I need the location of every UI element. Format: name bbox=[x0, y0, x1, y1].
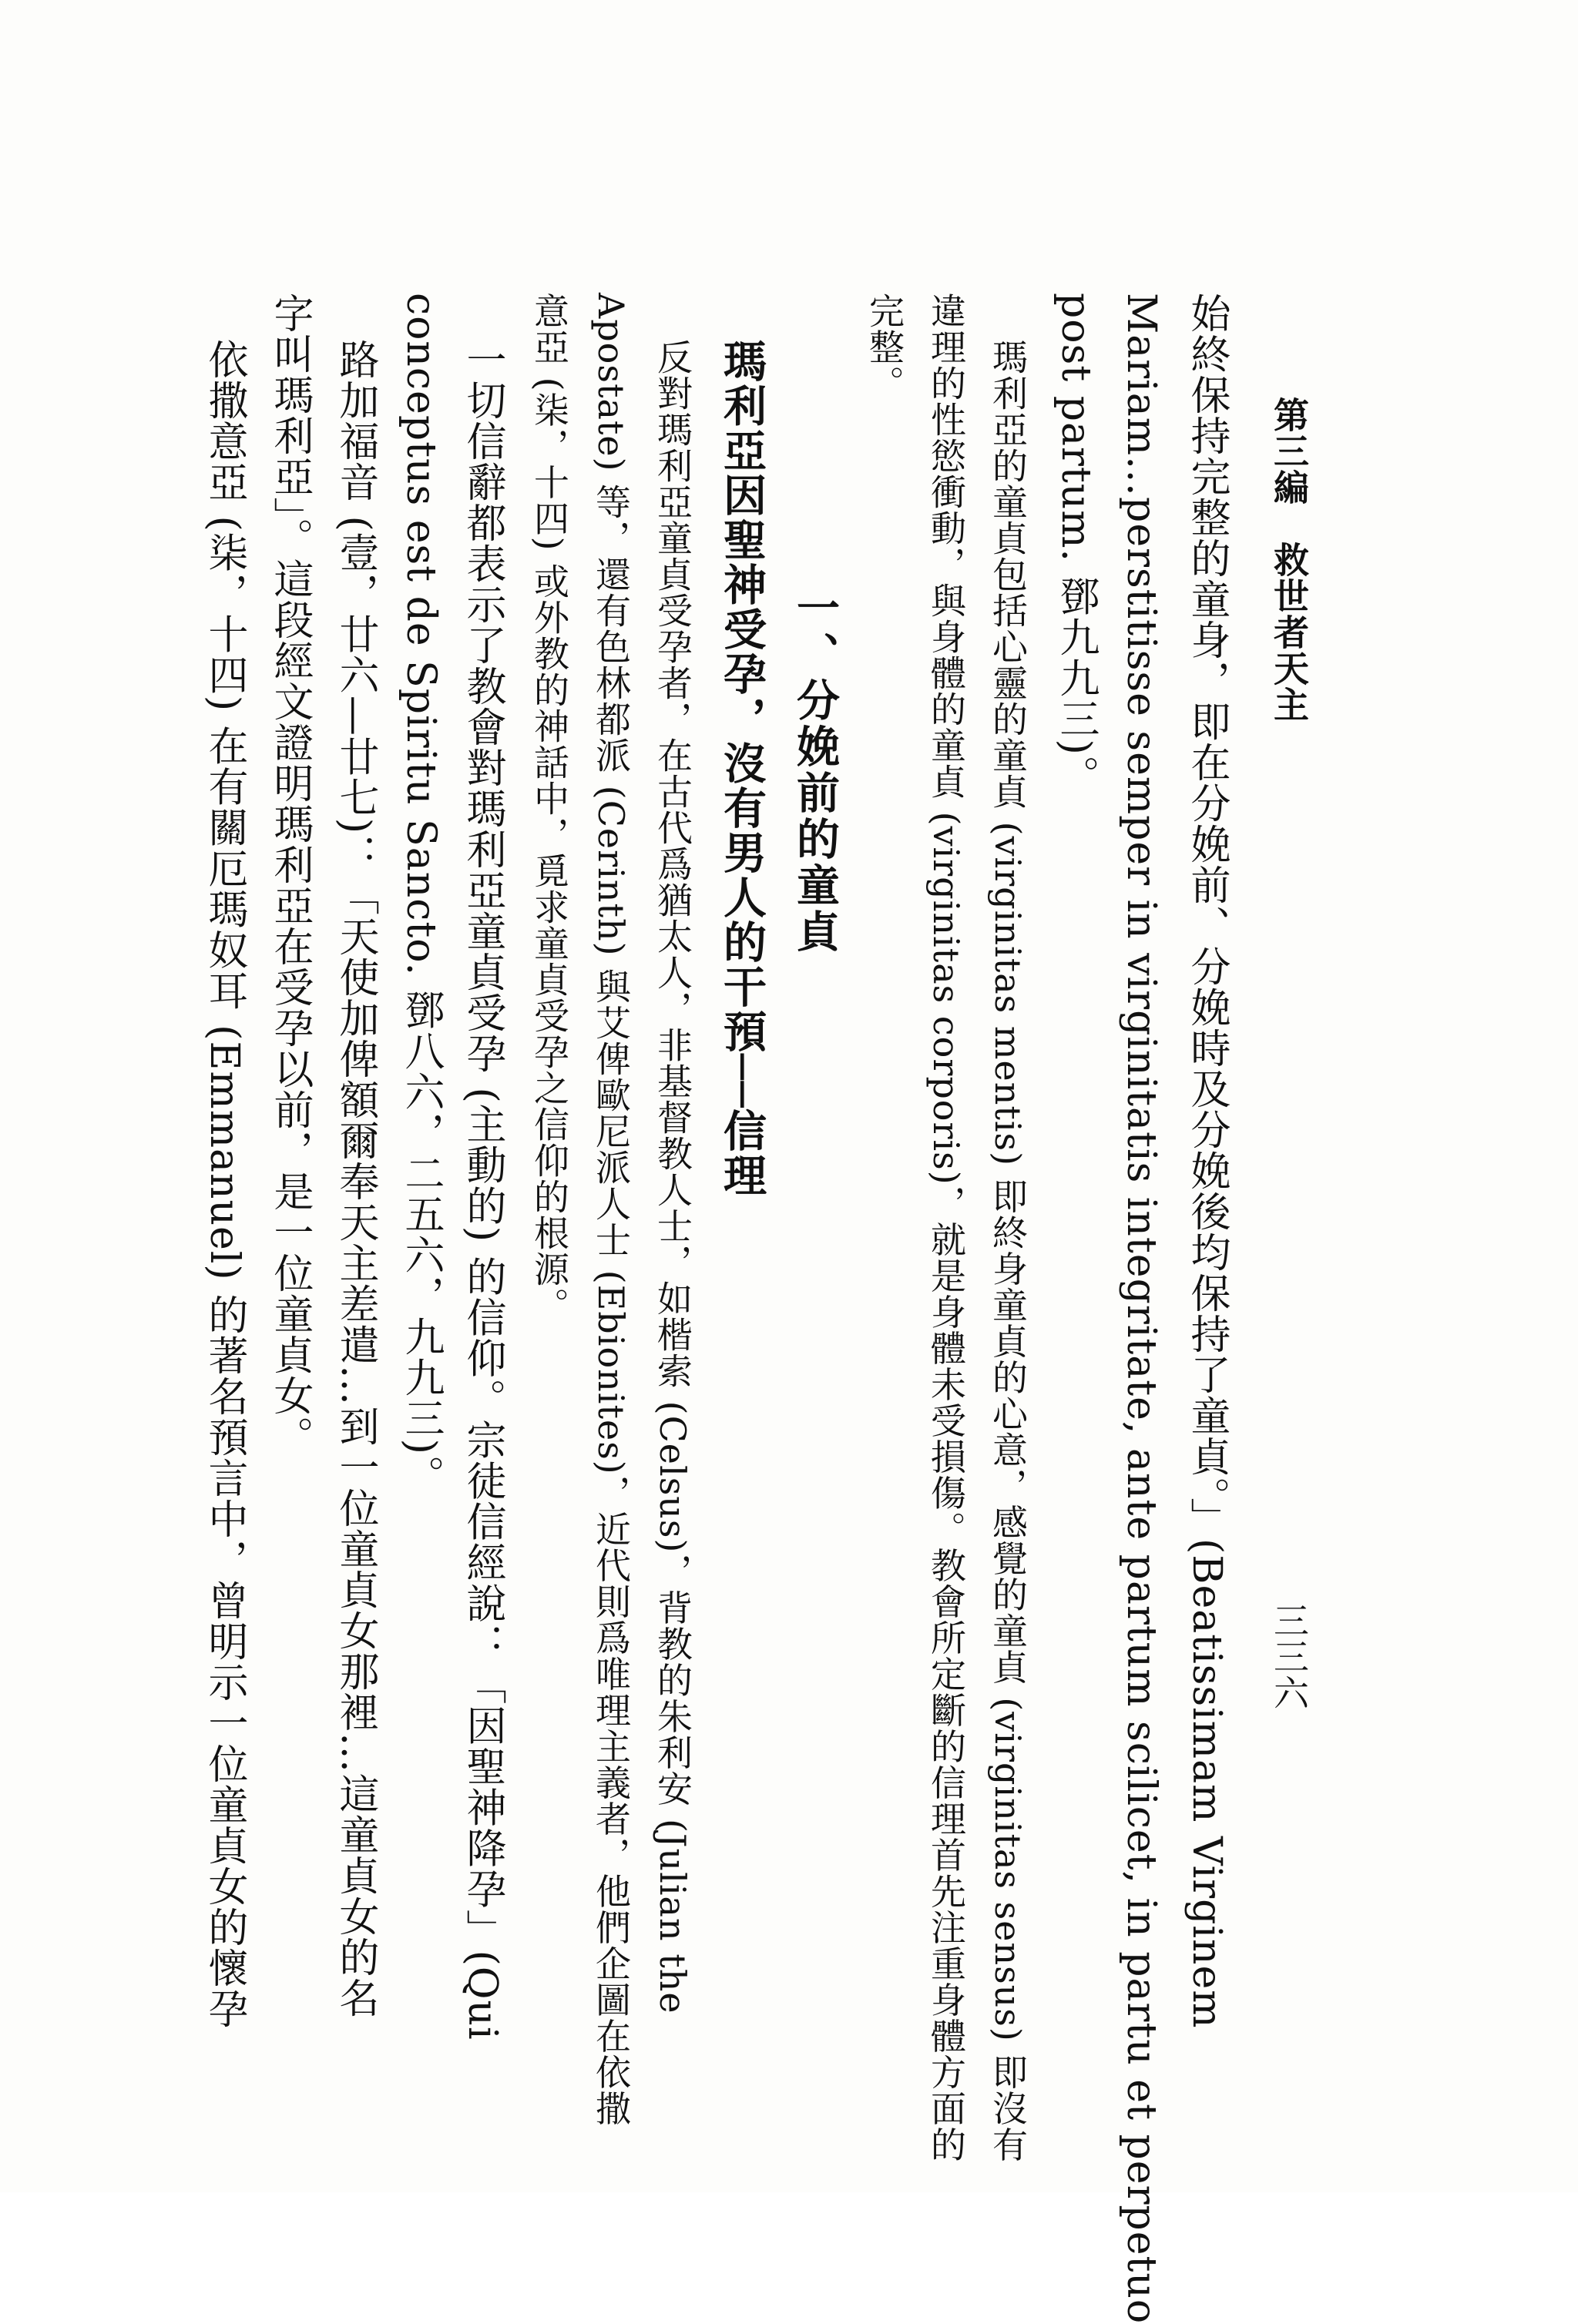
page-number: 三三六 bbox=[1268, 1602, 1310, 1711]
text-line-4: 瑪利亞的童貞包括心靈的童貞 (virginitas mentis) 即終身童貞的心意，感覺的童貞 (virginitas sensus) 即沒有 bbox=[987, 339, 1029, 2163]
text-line-2: Mariam…perstitisse semper in virginitatis integritate, ante partum scilicet, in partu et perpetuo bbox=[1118, 293, 1164, 2324]
text-line-7: 反對瑪利亞童貞受孕者，在古代爲猶太人，非基督教人士，如楷索 (Celsus)，背教的朱利安 (Julian the bbox=[652, 339, 693, 2014]
text-line-14: 依撒意亞 (柒，十四) 在有關厄瑪奴耳 (Emmanuel) 的著名預言中，曾明示一位童貞女的懷孕 bbox=[201, 339, 247, 2030]
text-line-1: 始終保持完整的童身，即在分娩前、分娩時及分娩後均保持了童貞。」(Beatissimam Virginem bbox=[1184, 293, 1230, 2029]
text-line-11: conceptus est de Spiritu Sancto. 鄧八六，二五六，九九三)。 bbox=[398, 293, 444, 1496]
text-line-5: 違理的性慾衝動，與身體的童貞 (virginitas corporis)，就是身體未受損傷。教會所定斷的信理首先注重身體方面的 bbox=[925, 293, 967, 2163]
text-line-8: Apostate) 等，還有色林都派 (Cerinth) 與艾俾歐尼派人士 (Ebionites)，近代則爲唯理主義者，他們企圖在依撒 bbox=[590, 293, 632, 2127]
text-line-12: 路加福音 (壹，廿六—廿七)：「天使加俾額爾奉天主差遣…到一位童貞女那裡…這童貞女的名 bbox=[332, 339, 378, 2019]
text-line-3: post partum. 鄧九九三)。 bbox=[1053, 293, 1099, 796]
section-heading: 一、分娩前的童貞 bbox=[790, 585, 841, 955]
text-line-9: 意亞 (柒，十四) 或外教的神話中，覓求童貞受孕之信仰的根源。 bbox=[529, 293, 570, 1324]
text-line-10: 一切信辭都表示了教會對瑪利亞童貞受孕 (主動的) 的信仰。宗徒信經說：「因聖神降孕」(Qui bbox=[459, 339, 505, 2041]
text-line-13: 字叫瑪利亞」。這段經文證明瑪利亞在受孕以前，是一位童貞女。 bbox=[267, 293, 313, 1457]
subsection-heading: 瑪利亞因聖神受孕，沒有男人的干預──信理 bbox=[717, 339, 767, 1199]
running-title: 第三編 救世者天主 bbox=[1268, 397, 1310, 723]
text-line-6: 完整。 bbox=[864, 293, 905, 401]
